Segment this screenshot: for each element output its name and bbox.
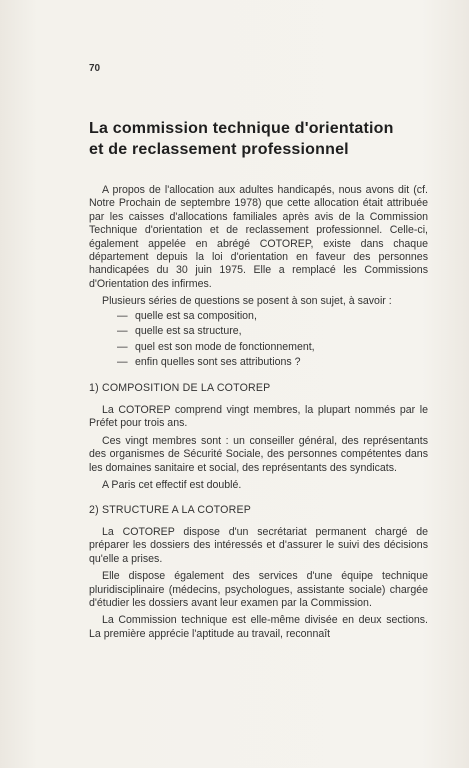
article-body	[89, 184, 428, 645]
list-item: — quelle est sa structure,	[135, 324, 428, 340]
section-heading-structure: 2) STRUCTURE A LA COTOREP	[89, 503, 251, 516]
list-item: — quelle est sa composition,	[135, 309, 428, 325]
list-item: — quel est son mode de fonctionnement,	[135, 340, 428, 356]
composition-paragraph-2: Ces vingt membres sont : un conseiller général, des représentants des organismes de Sécurité Sociale, des personnes compétentes dans les domaines sanitaire et social, des représentants des syndicats.	[89, 434, 428, 474]
title-line-2: et de reclassement professionnel	[89, 141, 349, 158]
structure-paragraph-2: Elle dispose également des services d'une équipe technique pluridisciplinaire (médecins, psychologues, assistante sociale) chargée d'étudier les dossiers avant leur examen par la Commission.	[89, 570, 428, 609]
composition-paragraph-1: La COTOREP comprend vingt membres, la plupart nommés par le Préfet pour trois ans.	[89, 404, 428, 430]
questions-list	[89, 309, 428, 371]
title-line-1: La commission technique d'orientation	[89, 120, 394, 137]
structure-paragraph-3: La Commission technique est elle-même divisée en deux sections. La première apprécie l'aptitude au travail, reconnaît	[89, 614, 428, 640]
intro-paragraph: A propos de l'allocation aux adultes handicapés, nous avons dit (cf. Notre Prochain de septembre 1978) que cette allocation était attribuée par les caisses d'allocations familiales après avis de la Commission Technique d'orientation et de reclassement professionnel. Celle-ci, également appelée en abrégé COTOREP, existe dans chaque département depuis la loi d'orientation en faveur des personnes handicapées du 30 juin 1975. Elle a remplacé les Commissions d'Orientation des infirmes.	[89, 184, 428, 290]
composition-paragraph-3: A Paris cet effectif est doublé.	[102, 479, 242, 492]
section-heading-composition: 1) COMPOSITION DE LA COTOREP	[89, 381, 271, 394]
page-number: 70	[89, 63, 101, 74]
questions-intro: Plusieurs séries de questions se posent à son sujet, à savoir :	[102, 295, 392, 308]
structure-paragraph-1: La COTOREP dispose d'un secrétariat permanent chargé de préparer les dossiers des intéressés et d'assurer le suivi des décisions qu'elle a prises.	[89, 525, 428, 565]
list-item: — enfin quelles sont ses attributions ?	[135, 355, 428, 371]
article-title	[89, 118, 419, 160]
